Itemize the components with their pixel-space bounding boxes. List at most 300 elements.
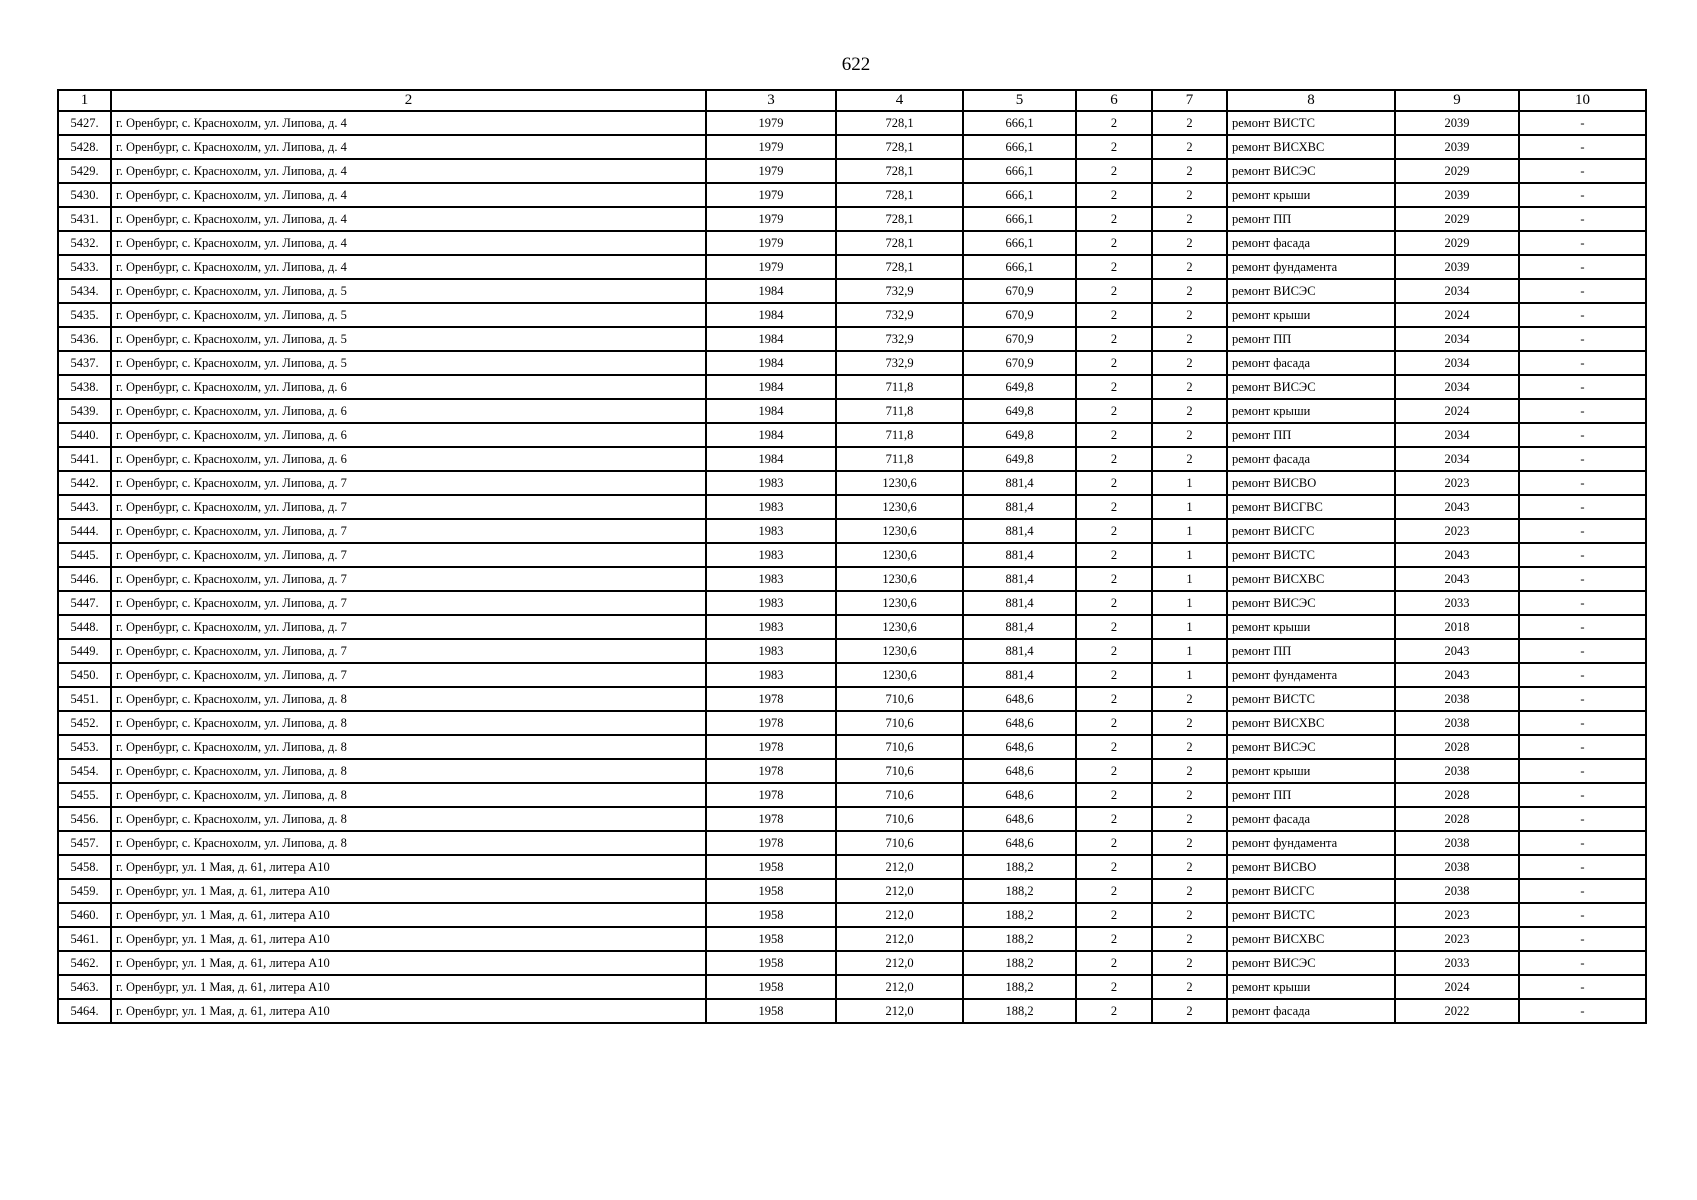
cell-build-year: 1958 (706, 855, 836, 879)
cell-entrances: 1 (1152, 495, 1227, 519)
cell-build-year: 1979 (706, 111, 836, 135)
table-row (58, 255, 1646, 279)
cell-living-area: 670,9 (963, 279, 1076, 303)
cell-planned-year: 2038 (1395, 687, 1519, 711)
cell-row-number: 5437. (58, 351, 111, 375)
table-row (58, 279, 1646, 303)
cell-address: г. Оренбург, с. Краснохолм, ул. Липова, д. 5 (111, 303, 706, 327)
cell-address: г. Оренбург, с. Краснохолм, ул. Липова, д. 6 (111, 423, 706, 447)
cell-living-area: 649,8 (963, 375, 1076, 399)
cell-entrances: 2 (1152, 399, 1227, 423)
cell-total-area: 732,9 (836, 279, 963, 303)
cell-total-area: 710,6 (836, 831, 963, 855)
cell-address: г. Оренбург, с. Краснохолм, ул. Липова, д. 8 (111, 687, 706, 711)
cell-note: - (1519, 111, 1646, 135)
cell-build-year: 1958 (706, 903, 836, 927)
cell-address: г. Оренбург, с. Краснохолм, ул. Липова, д. 6 (111, 399, 706, 423)
page-number: 622 (841, 54, 871, 75)
table-row (58, 855, 1646, 879)
cell-note: - (1519, 327, 1646, 351)
column-header-entrances: 7 (1152, 90, 1227, 111)
cell-build-year: 1979 (706, 135, 836, 159)
cell-note: - (1519, 927, 1646, 951)
table-row (58, 327, 1646, 351)
cell-row-number: 5430. (58, 183, 111, 207)
cell-build-year: 1983 (706, 543, 836, 567)
cell-total-area: 728,1 (836, 183, 963, 207)
table-row (58, 567, 1646, 591)
table-body (58, 111, 1646, 1023)
cell-note: - (1519, 975, 1646, 999)
cell-build-year: 1979 (706, 207, 836, 231)
cell-entrances: 2 (1152, 951, 1227, 975)
cell-entrances: 2 (1152, 759, 1227, 783)
cell-address: г. Оренбург, с. Краснохолм, ул. Липова, д. 8 (111, 759, 706, 783)
cell-entrances: 2 (1152, 927, 1227, 951)
cell-note: - (1519, 255, 1646, 279)
cell-note: - (1519, 831, 1646, 855)
table-row (58, 471, 1646, 495)
cell-address: г. Оренбург, с. Краснохолм, ул. Липова, д. 7 (111, 543, 706, 567)
cell-address: г. Оренбург, с. Краснохолм, ул. Липова, д. 4 (111, 183, 706, 207)
cell-address: г. Оренбург, ул. 1 Мая, д. 61, литера А10 (111, 999, 706, 1023)
cell-planned-year: 2043 (1395, 495, 1519, 519)
cell-living-area: 188,2 (963, 951, 1076, 975)
table-row (58, 519, 1646, 543)
cell-living-area: 881,4 (963, 495, 1076, 519)
cell-work-type: ремонт ВИСТС (1227, 543, 1395, 567)
cell-floors: 2 (1076, 975, 1152, 999)
cell-total-area: 710,6 (836, 735, 963, 759)
cell-total-area: 728,1 (836, 159, 963, 183)
cell-note: - (1519, 807, 1646, 831)
cell-build-year: 1958 (706, 999, 836, 1023)
cell-build-year: 1978 (706, 759, 836, 783)
cell-entrances: 2 (1152, 183, 1227, 207)
table-row (58, 927, 1646, 951)
cell-planned-year: 2043 (1395, 543, 1519, 567)
cell-work-type: ремонт ВИСВО (1227, 471, 1395, 495)
cell-build-year: 1979 (706, 183, 836, 207)
cell-row-number: 5448. (58, 615, 111, 639)
cell-living-area: 881,4 (963, 639, 1076, 663)
cell-total-area: 1230,6 (836, 567, 963, 591)
cell-living-area: 666,1 (963, 135, 1076, 159)
cell-build-year: 1983 (706, 567, 836, 591)
cell-work-type: ремонт ВИСЭС (1227, 159, 1395, 183)
cell-row-number: 5427. (58, 111, 111, 135)
table-row (58, 615, 1646, 639)
cell-work-type: ремонт ВИСТС (1227, 687, 1395, 711)
cell-entrances: 2 (1152, 975, 1227, 999)
cell-row-number: 5433. (58, 255, 111, 279)
cell-planned-year: 2029 (1395, 159, 1519, 183)
cell-total-area: 732,9 (836, 351, 963, 375)
table-row (58, 375, 1646, 399)
cell-note: - (1519, 687, 1646, 711)
cell-address: г. Оренбург, с. Краснохолм, ул. Липова, д. 8 (111, 783, 706, 807)
cell-address: г. Оренбург, с. Краснохолм, ул. Липова, д. 6 (111, 447, 706, 471)
cell-note: - (1519, 303, 1646, 327)
cell-address: г. Оренбург, ул. 1 Мая, д. 61, литера А10 (111, 927, 706, 951)
cell-address: г. Оренбург, с. Краснохолм, ул. Липова, д. 8 (111, 807, 706, 831)
cell-address: г. Оренбург, с. Краснохолм, ул. Липова, д. 7 (111, 567, 706, 591)
cell-note: - (1519, 735, 1646, 759)
cell-row-number: 5431. (58, 207, 111, 231)
cell-address: г. Оренбург, с. Краснохолм, ул. Липова, д. 8 (111, 735, 706, 759)
cell-entrances: 2 (1152, 351, 1227, 375)
cell-planned-year: 2029 (1395, 207, 1519, 231)
cell-floors: 2 (1076, 999, 1152, 1023)
cell-row-number: 5450. (58, 663, 111, 687)
cell-entrances: 2 (1152, 999, 1227, 1023)
table-row (58, 543, 1646, 567)
cell-note: - (1519, 615, 1646, 639)
cell-living-area: 666,1 (963, 231, 1076, 255)
table-row (58, 903, 1646, 927)
cell-floors: 2 (1076, 927, 1152, 951)
cell-entrances: 2 (1152, 831, 1227, 855)
cell-note: - (1519, 711, 1646, 735)
cell-total-area: 1230,6 (836, 471, 963, 495)
cell-work-type: ремонт фундамента (1227, 255, 1395, 279)
cell-note: - (1519, 375, 1646, 399)
cell-living-area: 648,6 (963, 831, 1076, 855)
cell-total-area: 728,1 (836, 111, 963, 135)
cell-row-number: 5457. (58, 831, 111, 855)
cell-work-type: ремонт фасада (1227, 807, 1395, 831)
cell-address: г. Оренбург, с. Краснохолм, ул. Липова, д. 6 (111, 375, 706, 399)
cell-work-type: ремонт крыши (1227, 303, 1395, 327)
cell-row-number: 5445. (58, 543, 111, 567)
cell-planned-year: 2033 (1395, 591, 1519, 615)
cell-planned-year: 2034 (1395, 447, 1519, 471)
cell-floors: 2 (1076, 615, 1152, 639)
cell-note: - (1519, 543, 1646, 567)
cell-entrances: 2 (1152, 903, 1227, 927)
cell-note: - (1519, 351, 1646, 375)
cell-total-area: 711,8 (836, 375, 963, 399)
cell-living-area: 670,9 (963, 351, 1076, 375)
cell-planned-year: 2034 (1395, 279, 1519, 303)
cell-planned-year: 2033 (1395, 951, 1519, 975)
cell-living-area: 670,9 (963, 327, 1076, 351)
cell-row-number: 5434. (58, 279, 111, 303)
cell-work-type: ремонт фундамента (1227, 831, 1395, 855)
cell-address: г. Оренбург, с. Краснохолм, ул. Липова, д. 7 (111, 639, 706, 663)
cell-living-area: 188,2 (963, 975, 1076, 999)
cell-living-area: 648,6 (963, 807, 1076, 831)
cell-floors: 2 (1076, 855, 1152, 879)
cell-planned-year: 2038 (1395, 855, 1519, 879)
cell-living-area: 648,6 (963, 735, 1076, 759)
cell-planned-year: 2038 (1395, 759, 1519, 783)
cell-entrances: 2 (1152, 735, 1227, 759)
cell-build-year: 1978 (706, 783, 836, 807)
cell-note: - (1519, 207, 1646, 231)
cell-planned-year: 2038 (1395, 711, 1519, 735)
cell-note: - (1519, 591, 1646, 615)
cell-build-year: 1984 (706, 279, 836, 303)
cell-planned-year: 2028 (1395, 807, 1519, 831)
table-row (58, 111, 1646, 135)
cell-build-year: 1983 (706, 663, 836, 687)
cell-note: - (1519, 903, 1646, 927)
cell-build-year: 1979 (706, 159, 836, 183)
cell-work-type: ремонт ВИСГС (1227, 519, 1395, 543)
cell-address: г. Оренбург, с. Краснохолм, ул. Липова, д. 4 (111, 135, 706, 159)
cell-living-area: 188,2 (963, 927, 1076, 951)
cell-row-number: 5442. (58, 471, 111, 495)
cell-planned-year: 2034 (1395, 423, 1519, 447)
cell-floors: 2 (1076, 447, 1152, 471)
cell-build-year: 1984 (706, 327, 836, 351)
header-row (58, 90, 1646, 111)
column-header-build-year: 3 (706, 90, 836, 111)
cell-floors: 2 (1076, 663, 1152, 687)
cell-row-number: 5440. (58, 423, 111, 447)
table-row (58, 975, 1646, 999)
column-header-note: 10 (1519, 90, 1646, 111)
cell-row-number: 5447. (58, 591, 111, 615)
cell-row-number: 5454. (58, 759, 111, 783)
column-header-living-area: 5 (963, 90, 1076, 111)
cell-total-area: 212,0 (836, 951, 963, 975)
cell-planned-year: 2034 (1395, 351, 1519, 375)
cell-floors: 2 (1076, 279, 1152, 303)
column-header-floors: 6 (1076, 90, 1152, 111)
cell-floors: 2 (1076, 471, 1152, 495)
table-row (58, 135, 1646, 159)
cell-planned-year: 2043 (1395, 639, 1519, 663)
cell-entrances: 1 (1152, 543, 1227, 567)
cell-address: г. Оренбург, с. Краснохолм, ул. Липова, д. 7 (111, 495, 706, 519)
column-header-planned-year: 9 (1395, 90, 1519, 111)
cell-entrances: 2 (1152, 255, 1227, 279)
cell-total-area: 728,1 (836, 135, 963, 159)
cell-address: г. Оренбург, с. Краснохолм, ул. Липова, д. 4 (111, 207, 706, 231)
table-row (58, 879, 1646, 903)
cell-living-area: 666,1 (963, 111, 1076, 135)
cell-planned-year: 2028 (1395, 783, 1519, 807)
cell-build-year: 1983 (706, 615, 836, 639)
cell-work-type: ремонт ПП (1227, 783, 1395, 807)
cell-note: - (1519, 759, 1646, 783)
cell-note: - (1519, 951, 1646, 975)
cell-row-number: 5446. (58, 567, 111, 591)
cell-total-area: 1230,6 (836, 639, 963, 663)
cell-entrances: 2 (1152, 375, 1227, 399)
cell-address: г. Оренбург, ул. 1 Мая, д. 61, литера А10 (111, 975, 706, 999)
cell-living-area: 649,8 (963, 423, 1076, 447)
cell-row-number: 5453. (58, 735, 111, 759)
cell-work-type: ремонт ВИСЭС (1227, 375, 1395, 399)
table-row (58, 207, 1646, 231)
cell-address: г. Оренбург, с. Краснохолм, ул. Липова, д. 7 (111, 471, 706, 495)
cell-planned-year: 2023 (1395, 927, 1519, 951)
table-row (58, 951, 1646, 975)
cell-total-area: 1230,6 (836, 615, 963, 639)
cell-build-year: 1978 (706, 831, 836, 855)
cell-total-area: 711,8 (836, 399, 963, 423)
cell-entrances: 1 (1152, 567, 1227, 591)
cell-total-area: 710,6 (836, 711, 963, 735)
column-header-total-area: 4 (836, 90, 963, 111)
cell-work-type: ремонт ПП (1227, 207, 1395, 231)
cell-address: г. Оренбург, с. Краснохолм, ул. Липова, д. 7 (111, 519, 706, 543)
cell-note: - (1519, 231, 1646, 255)
cell-floors: 2 (1076, 735, 1152, 759)
cell-floors: 2 (1076, 159, 1152, 183)
cell-note: - (1519, 279, 1646, 303)
cell-row-number: 5436. (58, 327, 111, 351)
cell-build-year: 1984 (706, 375, 836, 399)
cell-work-type: ремонт фасада (1227, 231, 1395, 255)
table-row (58, 159, 1646, 183)
cell-total-area: 212,0 (836, 855, 963, 879)
cell-row-number: 5461. (58, 927, 111, 951)
cell-build-year: 1983 (706, 471, 836, 495)
cell-floors: 2 (1076, 639, 1152, 663)
cell-work-type: ремонт ВИСЭС (1227, 279, 1395, 303)
cell-planned-year: 2043 (1395, 663, 1519, 687)
cell-build-year: 1983 (706, 495, 836, 519)
cell-work-type: ремонт ВИСХВС (1227, 567, 1395, 591)
cell-note: - (1519, 999, 1646, 1023)
table-row (58, 303, 1646, 327)
cell-build-year: 1958 (706, 975, 836, 999)
cell-work-type: ремонт ВИСВО (1227, 855, 1395, 879)
cell-address: г. Оренбург, с. Краснохолм, ул. Липова, д. 8 (111, 831, 706, 855)
cell-planned-year: 2043 (1395, 567, 1519, 591)
cell-row-number: 5441. (58, 447, 111, 471)
cell-row-number: 5463. (58, 975, 111, 999)
cell-floors: 2 (1076, 807, 1152, 831)
cell-row-number: 5462. (58, 951, 111, 975)
cell-work-type: ремонт ВИСТС (1227, 111, 1395, 135)
cell-work-type: ремонт фасада (1227, 999, 1395, 1023)
cell-work-type: ремонт ПП (1227, 639, 1395, 663)
cell-entrances: 2 (1152, 447, 1227, 471)
cell-note: - (1519, 159, 1646, 183)
cell-planned-year: 2028 (1395, 735, 1519, 759)
cell-note: - (1519, 447, 1646, 471)
cell-work-type: ремонт крыши (1227, 183, 1395, 207)
cell-note: - (1519, 471, 1646, 495)
cell-living-area: 666,1 (963, 207, 1076, 231)
cell-address: г. Оренбург, с. Краснохолм, ул. Липова, д. 7 (111, 663, 706, 687)
cell-total-area: 728,1 (836, 255, 963, 279)
cell-total-area: 728,1 (836, 207, 963, 231)
cell-total-area: 728,1 (836, 231, 963, 255)
cell-living-area: 188,2 (963, 999, 1076, 1023)
cell-planned-year: 2038 (1395, 879, 1519, 903)
cell-entrances: 2 (1152, 135, 1227, 159)
cell-floors: 2 (1076, 375, 1152, 399)
cell-work-type: ремонт ПП (1227, 423, 1395, 447)
cell-row-number: 5443. (58, 495, 111, 519)
cell-living-area: 881,4 (963, 567, 1076, 591)
cell-planned-year: 2039 (1395, 111, 1519, 135)
cell-note: - (1519, 495, 1646, 519)
cell-living-area: 648,6 (963, 759, 1076, 783)
cell-planned-year: 2034 (1395, 327, 1519, 351)
cell-address: г. Оренбург, с. Краснохолм, ул. Липова, д. 4 (111, 159, 706, 183)
cell-floors: 2 (1076, 111, 1152, 135)
cell-work-type: ремонт ВИСХВС (1227, 711, 1395, 735)
cell-total-area: 710,6 (836, 687, 963, 711)
cell-floors: 2 (1076, 759, 1152, 783)
cell-total-area: 212,0 (836, 927, 963, 951)
cell-entrances: 2 (1152, 807, 1227, 831)
cell-planned-year: 2039 (1395, 255, 1519, 279)
cell-entrances: 2 (1152, 879, 1227, 903)
cell-entrances: 1 (1152, 663, 1227, 687)
cell-address: г. Оренбург, с. Краснохолм, ул. Липова, д. 5 (111, 351, 706, 375)
cell-entrances: 2 (1152, 711, 1227, 735)
cell-floors: 2 (1076, 207, 1152, 231)
cell-total-area: 212,0 (836, 975, 963, 999)
column-header-address: 2 (111, 90, 706, 111)
cell-address: г. Оренбург, с. Краснохолм, ул. Липова, д. 8 (111, 711, 706, 735)
cell-living-area: 881,4 (963, 615, 1076, 639)
cell-living-area: 881,4 (963, 543, 1076, 567)
table-row (58, 759, 1646, 783)
cell-living-area: 188,2 (963, 879, 1076, 903)
cell-build-year: 1978 (706, 807, 836, 831)
cell-planned-year: 2023 (1395, 471, 1519, 495)
cell-living-area: 881,4 (963, 519, 1076, 543)
cell-floors: 2 (1076, 591, 1152, 615)
cell-planned-year: 2023 (1395, 903, 1519, 927)
cell-planned-year: 2034 (1395, 375, 1519, 399)
table-row (58, 687, 1646, 711)
cell-planned-year: 2024 (1395, 975, 1519, 999)
cell-living-area: 649,8 (963, 447, 1076, 471)
cell-planned-year: 2018 (1395, 615, 1519, 639)
cell-build-year: 1978 (706, 687, 836, 711)
cell-work-type: ремонт ВИСГВС (1227, 495, 1395, 519)
cell-floors: 2 (1076, 543, 1152, 567)
cell-build-year: 1958 (706, 951, 836, 975)
cell-total-area: 1230,6 (836, 543, 963, 567)
cell-note: - (1519, 783, 1646, 807)
cell-build-year: 1983 (706, 519, 836, 543)
table-row (58, 351, 1646, 375)
table-row (58, 183, 1646, 207)
cell-address: г. Оренбург, с. Краснохолм, ул. Липова, д. 4 (111, 111, 706, 135)
cell-row-number: 5459. (58, 879, 111, 903)
cell-living-area: 648,6 (963, 687, 1076, 711)
cell-entrances: 1 (1152, 471, 1227, 495)
cell-note: - (1519, 567, 1646, 591)
cell-work-type: ремонт ВИСХВС (1227, 927, 1395, 951)
cell-row-number: 5452. (58, 711, 111, 735)
cell-note: - (1519, 879, 1646, 903)
cell-planned-year: 2023 (1395, 519, 1519, 543)
cell-row-number: 5455. (58, 783, 111, 807)
cell-work-type: ремонт фасада (1227, 351, 1395, 375)
cell-build-year: 1978 (706, 711, 836, 735)
table-row (58, 591, 1646, 615)
cell-living-area: 648,6 (963, 783, 1076, 807)
cell-living-area: 188,2 (963, 903, 1076, 927)
cell-total-area: 212,0 (836, 879, 963, 903)
cell-work-type: ремонт ВИСЭС (1227, 735, 1395, 759)
cell-row-number: 5428. (58, 135, 111, 159)
cell-total-area: 1230,6 (836, 663, 963, 687)
cell-total-area: 212,0 (836, 903, 963, 927)
